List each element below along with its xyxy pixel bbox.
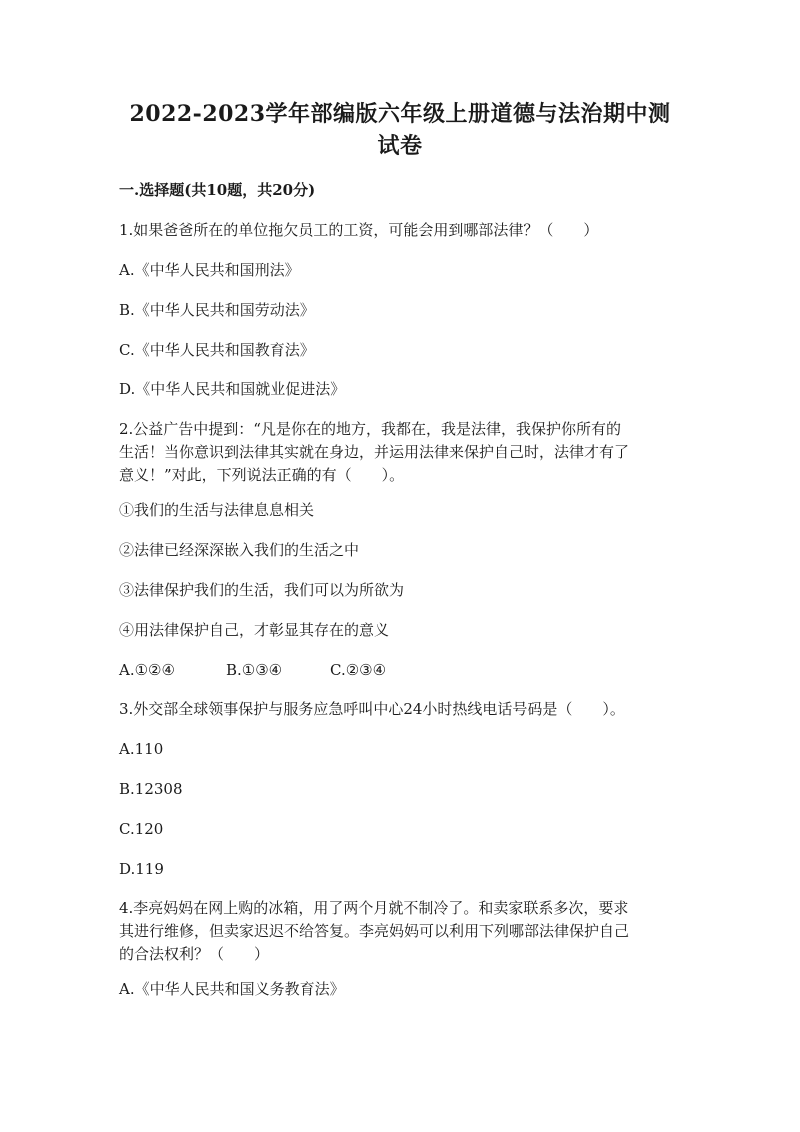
- question-3-option-a: A.110: [119, 740, 164, 758]
- question-2-stem-line-2: 生活！当你意识到法律其实就在身边，并运用法律来保护自己时，法律才有了: [119, 443, 630, 461]
- question-4-stem-line-3: 的合法权利？（ ）: [119, 945, 270, 963]
- question-1-stem: 1.如果爸爸所在的单位拖欠员工的工资，可能会用到哪部法律？（ ）: [119, 221, 599, 239]
- question-2-stem-line-1: 2.公益广告中提到：“凡是你在的地方，我都在，我是法律，我保护你所有的: [119, 420, 621, 438]
- question-2-statement-3: ③法律保护我们的生活，我们可以为所欲为: [119, 581, 405, 599]
- question-2-stem-line-3: 意义！”对此，下列说法正确的有（ ）。: [119, 466, 405, 484]
- question-3-option-b: B.12308: [119, 780, 183, 798]
- question-2-statement-4: ④用法律保护自己，才彰显其存在的意义: [119, 621, 390, 639]
- section-heading: 一.选择题(共10题，共20分): [119, 181, 316, 199]
- question-4-stem-line-1: 4.李亮妈妈在网上购的冰箱，用了两个月就不制冷了。和卖家联系多次，要求: [119, 899, 629, 917]
- question-4-stem-line-2: 其进行维修，但卖家迟迟不给答复。李亮妈妈可以利用下列哪部法律保护自己: [119, 922, 630, 940]
- question-1-option-c: C.《中华人民共和国教育法》: [119, 341, 315, 359]
- question-2-statement-1: ①我们的生活与法律息息相关: [119, 501, 315, 519]
- question-2-option-b: B.①③④: [226, 661, 283, 679]
- question-3-stem: 3.外交部全球领事保护与服务应急呼叫中心24小时热线电话号码是（ ）。: [119, 700, 625, 718]
- question-3-option-c: C.120: [119, 820, 164, 838]
- question-2-option-a: A.①②④: [119, 661, 175, 679]
- question-1-option-d: D.《中华人民共和国就业促进法》: [119, 380, 346, 398]
- question-4-option-a: A.《中华人民共和国义务教育法》: [119, 980, 345, 998]
- question-2-statement-2: ②法律已经深深嵌入我们的生活之中: [119, 541, 360, 559]
- question-3-option-d: D.119: [119, 860, 164, 878]
- question-1-option-a: A.《中华人民共和国刑法》: [119, 261, 300, 279]
- exam-title-line-1: 2022-2023学年部编版六年级上册道德与法治期中测: [129, 101, 671, 127]
- exam-title-line-2: 试卷: [377, 133, 423, 159]
- question-1-option-b: B.《中华人民共和国劳动法》: [119, 301, 315, 319]
- question-2-option-c: C.②③④: [330, 661, 387, 679]
